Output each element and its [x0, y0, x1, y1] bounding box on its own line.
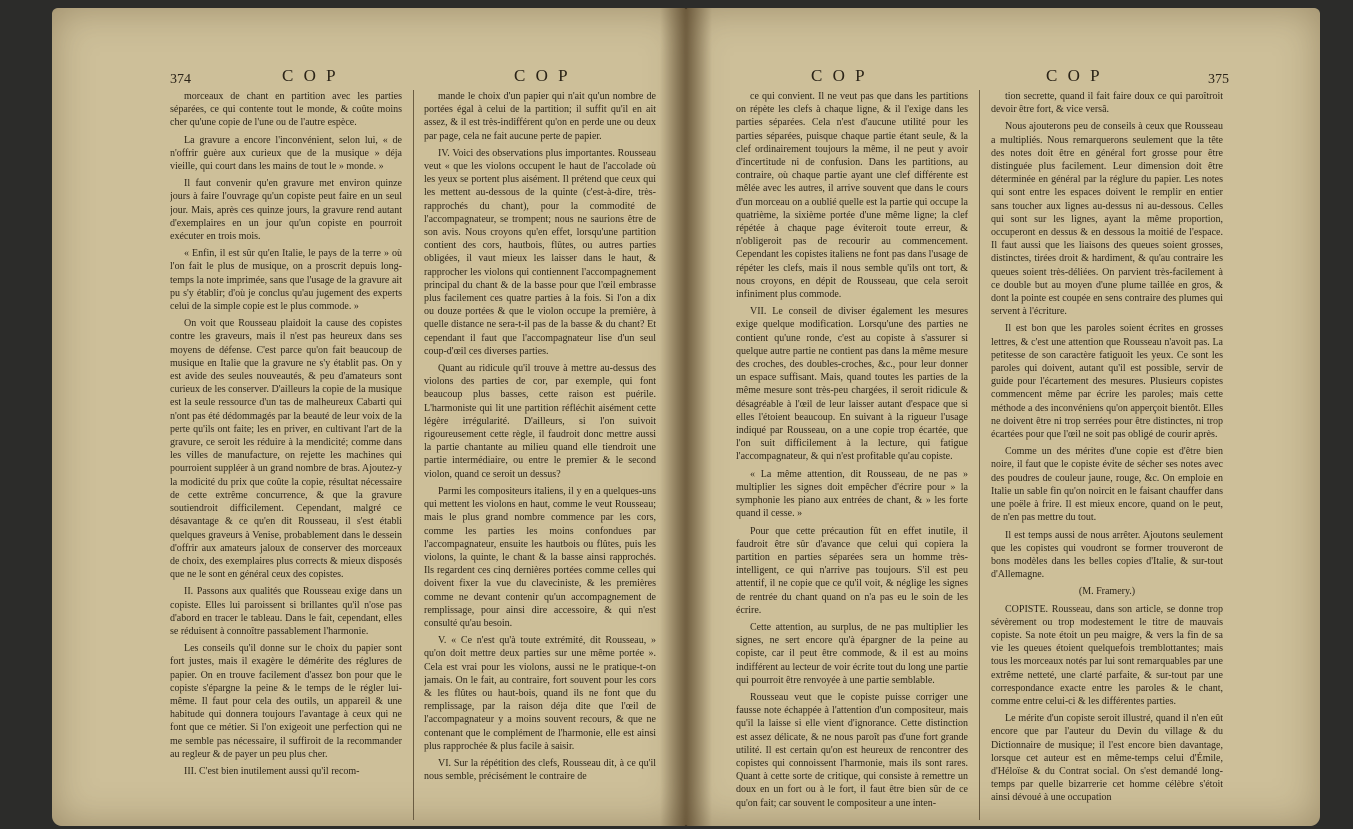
paragraph: COPISTE. Rousseau, dans son article, se donne trop sévèrement ou trop modestement le titre de mauvais copiste. Sa note étoit un peu maigre, & vers la fin de sa vie les queues étoient quelquefois tremblottantes; mais tous les morceaux notés par lui sont remarquables par une extrême netteté, une clarté parfaite, & sur-tout par une correspondance exacte entre les paroles & le chant, comme entre celui-ci & les différentes parties. — [991, 603, 1223, 707]
text-column-2 — [991, 90, 1223, 820]
paragraph: On voit que Rousseau plaidoit la cause des copistes contre les graveurs, mais il n'est pas heureux dans ses moyens de défense. C'est parce qu'on fait beaucoup de musique en Italie que la gravure ne s'y établit pas. On y est avide des seules nouveautés, & peu d'amateurs sont curieux de les conserver. D'ailleurs la copie de la musique est la seule ressource d'un tas de malheureux Cabarti qui n'ont pas été dédommagés par la beauté de leur voix de la perte qu'ils ont faite; les en priver, en cultivant l'art de la gravure, ce seroit les réduire à la mendicité; comme dans les villes de manufacture, on rejette les machines qui pourroient suppléer à un grand nombre de bras. Ajoutez-y la modicité du prix que coûte la copie, résultat nécessaire de cette extrême concurrence, & que la gravure soutiendroit difficilement. Cependant, malgré ce désavantage & ce qu'en dit Rousseau, il s'est établi quelques graveurs à Venise, probablement dans le dessein d'offrir aux amateurs jaloux de conserver des morceaux de choix, des exemplaires plus corrects & mieux disposés que ne le sont en général ceux des copistes. — [170, 318, 402, 581]
paragraph: IV. Voici des observations plus importantes. Rousseau veut « que les violons occupent le haut de l'accolade où les yeux se portent plus aisément. Il prétend que ceux qui les mettent au-dessous de la quinte (c'est-à-dire, très-rapprochés du chant), pour la commodité de l'accompagnateur, se trompent; nous ne saurions être de son avis. Nous croyons qu'en effet, lorsqu'une partition contient des cors, hautbois, flûtes, ou autres parties obligées, il vaut mieux les laisser dans le haut, & rapprocher les violons qui contiennent l'accompagnement principal du chant & de la basse pour que l'œil embrasse plus facilement ces quatre parties à la fois. Si l'on a dix ou douze portées & que le violon occupe la première, à quelle distance ne sera-t-il pas de la basse & du chant? Et cependant il faut que l'accompagnateur lise d'un seul coup-d'œil ces diverses parties. — [424, 147, 656, 357]
page-number: 374 — [170, 72, 191, 87]
paragraph: tion secrette, quand il fait faire doux ce qui paroîtroit devoir être fort, & vice versâ. — [991, 91, 1223, 116]
paragraph: VI. Sur la répétition des clefs, Rousseau dit, à ce qu'il nous semble, précisément le contraire de — [424, 757, 656, 783]
book-gutter — [660, 8, 712, 826]
paragraph: Il faut convenir qu'en gravure met environ quinze jours à faire l'ouvrage qu'un copiste peut faire en un seul jour. Mais, après ces quinze jours, la gravure rend autant d'exemplaires en un jour qu'un copiste en pourroit exécuter en trois mois. — [170, 178, 402, 243]
paragraph: Comme un des mérites d'une copie est d'être bien noire, il faut que le copiste évite de sécher ses notes avec des poudres de couleur jaune, rouge, &c. On emploie en Italie un sable fin qu'on noircit en le faisant chauffer dans une poële à frire. Il est mieux encore, quand on le peut, de n'en pas mettre du tout. — [991, 446, 1223, 524]
page-number: 375 — [1208, 72, 1229, 87]
paragraph: VII. Le conseil de diviser également les mesures exige quelque modification. Lorsqu'une des parties ne contient qu'une ronde, c'est au copiste à s'assurer si quelque autre partie ne contient pas dans la même mesure des croches, des doubles-croches, &c., pour leur donner un espace suffisant. Mais, quand toutes les parties de la même mesure sont très-peu chargées, il seroit ridicule & désagréable à l'œil de leur laisser autant d'espace que si elles l'étoient beaucoup. En suivant à la rigueur l'usage indiqué par Rousseau, on a une copie trop écartée, que l'on suit difficilement à la lecture, qui fatigue l'accompagnateur, & qui n'est profitable qu'au copiste. — [736, 306, 968, 463]
paragraph: Le mérite d'un copiste seroit illustré, quand il n'en eût encore que par l'auteur du Devin du village & du Dictionnaire de musique; il l'est encore bien davantage, lorsque cet auteur est en même-temps celui d'Émile, d'Héloïse & du Contrat social. On s'est demandé long-temps par quelle bizarrerie cet homme célèbre s'étoit ainsi dévoué à une occupation — [991, 713, 1223, 804]
text-column-1 — [170, 90, 402, 820]
text-column-1 — [736, 90, 968, 820]
running-head: C O P — [811, 66, 868, 85]
column-rule — [413, 90, 414, 820]
paragraph: « La même attention, dit Rousseau, de ne pas » multiplier les signes doit empêcher d'écrire pour » la symphonie les piano aux entrées de chant, & » les forte quand il cesse. » — [736, 468, 968, 520]
paragraph: « Enfin, il est sûr qu'en Italie, le pays de la terre » où l'on fait le plus de musique, on a proscrit depuis long-temps la note imprimée, sans que l'usage de la gravure ait pu s'y établir; d'où je conclus qu'au jugement des experts celui de la simple copie est le plus commode. » — [170, 248, 402, 313]
paragraph: Les conseils qu'il donne sur le choix du papier sont fort justes, mais il exagère le démérite des réglures de papier. On en trouve facilement d'assez bon pour que le copiste s'épargne la peine & le temps de le régler lui-même. Il faut pour cela des outils, un appareil & une habitude qui donnera toujours l'avantage à ceux qui ne font que ce métier. Si l'on exigeoit une perfection qui ne me semble pas nécessaire, il suffiroit de la recommander au regleur & de payer un peu plus cher. — [170, 643, 402, 760]
paragraph: III. C'est bien inutilement aussi qu'il recom- — [184, 765, 360, 777]
paragraph: morceaux de chant en partition avec les parties séparées, ce qui contente tout le monde, & coûte moins cher qu'une copie de l'une ou de l'autre espèce. — [170, 91, 402, 129]
paragraph: Rousseau veut que le copiste puisse corriger une fausse note échappée à l'attention d'un compositeur, mais qu'il la laisse si elle vient d'ignorance. Cette distinction est assez délicate, & ne nous paroît pas d'une fort grande utilité. Il est certain qu'on est heureux de rencontrer des copistes qui connoissent l'harmonie, mais ils sont rares. Quant à cette sorte de critique, qui consiste à remettre un doux en un fort ou à le fort, il faut être bien sûr de ce qu'on fait; car souvent le compositeur a une inten- — [736, 691, 968, 809]
paragraph: Parmi les compositeurs italiens, il y en a quelques-uns qui mettent les violons en haut, comme le veut Rousseau; mais le plus grand nombre commence par les cors, comme les parties les moins confondues par l'accompagnateur, ensuite les hautbois ou flûtes, puis les violons, la quinte, le chant & la basse ainsi rapprochés. Ils regardent ces cinq dernières portées comme celles qui doivent fixer la vue du claveciniste, & les premières comme ne devant contenir qu'un accompagnement de remplissage, pour ainsi dire accessoire, & qui n'est consulté qu'au besoin. — [424, 485, 656, 629]
left-page — [52, 8, 686, 826]
paragraph: La gravure a encore l'inconvénient, selon lui, « de n'offrir guère aux curieux que de la musique » déja vieille, qui court dans les mains de tout le » monde. » — [170, 134, 402, 173]
paragraph: Quant au ridicule qu'il trouve à mettre au-dessus des violons des parties de cor, par exemple, qui font beaucoup plus basses, cette raison est puérile. L'harmoniste qui lit une partition réfléchit aisément cette légère irrégularité. D'ailleurs, si l'on suivoit rigoureusement cette règle, il faudroit donc mettre aussi la partie chantante au milieu quand elle tiendroit une partie intermédiaire, ou entre le premier & le second violon, quand ce seroit un dessus? — [424, 363, 656, 480]
paragraph: II. Passons aux qualités que Rousseau exige dans un copiste. Elles lui paroissent si brillantes qu'il n'ose pas d'abord en tracer le tableau. Dans le fait, cependant, elles se réduisent à connoître passablement l'harmonie. — [170, 586, 402, 637]
paragraph: V. « Ce n'est qu'à toute extrémité, dit Rousseau, » qu'on doit mettre deux parties sur une même portée ». Cela est vrai pour les violons, aussi ne le pratique-t-on jamais. On le fait, au contraire, fort souvent pour les cors & les flûtes ou haut-bois, quand ils ne font que du remplissage, par la raison déja dite que l'œil de l'accompagnateur y a moins souvent recours, & que ne contenant que le complément de l'harmonie, elle est ainsi plus rapprochée & plus facile à saisir. — [424, 635, 656, 752]
running-head: C O P — [1046, 66, 1103, 85]
running-head: C O P — [514, 66, 571, 85]
author-signature: (M. Framery.) — [1078, 586, 1136, 598]
paragraph: ce qui convient. Il ne veut pas que dans les partitions on répète les clefs à chaque ligne, & il l'exige dans les parties séparées. Cela n'est d'aucune utilité pour les parties séparées, puisque chaque partie étant seule, & la clef ordinairement toujours la même, il ne peut y avoir d'incertitude ni de confusion. Dans les partitions, au contraire, où chaque partie ayant une clef différente est mêlée avec les autres, il arrive souvent que dans le cours d'un morceau on a oublié quelle est la partie qui occupe la quatrième, la sixième portée d'une même ligne; la clef répétée à chaque page éviteroit toute erreur, & n'obligeroit pas de recourir au commencement. Cependant les copistes italiens ne font pas dans l'usage de répéter les clefs, mais il nous semble qu'ils ont tort, & nous croyons, en dépit de Rousseau, que cela seroit infiniment plus commode. — [736, 91, 968, 301]
paragraph: Cette attention, au surplus, de ne pas multiplier les signes, ne sert encore qu'à épargner de la peine au copiste, car il peut être commode, & il est au moins indifférent au lecteur de voir écrite tout du long une partie qui pourroit être renvoyée à une partie semblable. — [736, 621, 968, 686]
paragraph: Il est temps aussi de nous arrêter. Ajoutons seulement que les copistes qui voudront se former trouveront de bons modèles dans les belles copies d'Italie, & sur-tout d'Allemagne. — [991, 529, 1223, 581]
paragraph: mande le choix d'un papier qui n'ait qu'un nombre de portées égal à celui de la partition; il suffit qu'il en ait assez, & il est très-indifférent qu'on en perde une ou deux par page, cela ne fait aucune perte de papier. — [424, 91, 656, 142]
column-rule — [979, 90, 980, 820]
paragraph: Nous ajouterons peu de conseils à ceux que Rousseau a multipliés. Nous remarquerons seulement que la tête des notes doit être en général fort grosse pour être distinguée plus facilement. Leur dimension doit être déterminée en général par la réglure du papier. Les notes qui sont entre les espaces doivent le remplir en entier sans toucher aux lignes au-dessus ni au-dessous. Celles qui sont sur les lignes, ayant la même proportion, occuperont en dessus & en dessous la moitié de l'espace. Il faut aussi que les liaisons des queues soient grosses, distinctes, tirées droit & hardiment, & qu'au contraire les queues soient très-déliées. On parvient très-facilement à ce double but au moyen d'une plume taillée en gros, & dont la pointe est coupée en sens contraire des plumes qui servent à l'écriture. — [991, 121, 1223, 318]
text-column-2 — [424, 90, 656, 820]
running-head: C O P — [282, 66, 339, 85]
right-page — [686, 8, 1320, 826]
paragraph: Pour que cette précaution fût en effet inutile, il faudroit être sûr d'avance que celui qui copiera la partition en parties séparées sera un homme très-intelligent, ce qui n'arrive pas toujours. S'il est peu attentif, il ne copie que ce qu'il voit, & néglige les signes de rentrée du chant quand on n'a pas eu le soin de les écrire. — [736, 525, 968, 616]
paragraph: Il est bon que les paroles soient écrites en grosses lettres, & c'est une attention que Rousseau n'avoit pas. La petitesse de son caractère fatiguoit les yeux. Ce sont les paroles qui doivent, autant qu'il est possible, servir de guide pour l'écartement des mesures. Plusieurs copistes commencent même par écrire les paroles; mais cette méthode a des inconvéniens qu'on apperçoit bientôt. Elles ne doivent être ni trop serrées pour être distinctes, ni trop écartées pour que l'œil ne soit pas obligé de courir après. — [991, 323, 1223, 441]
